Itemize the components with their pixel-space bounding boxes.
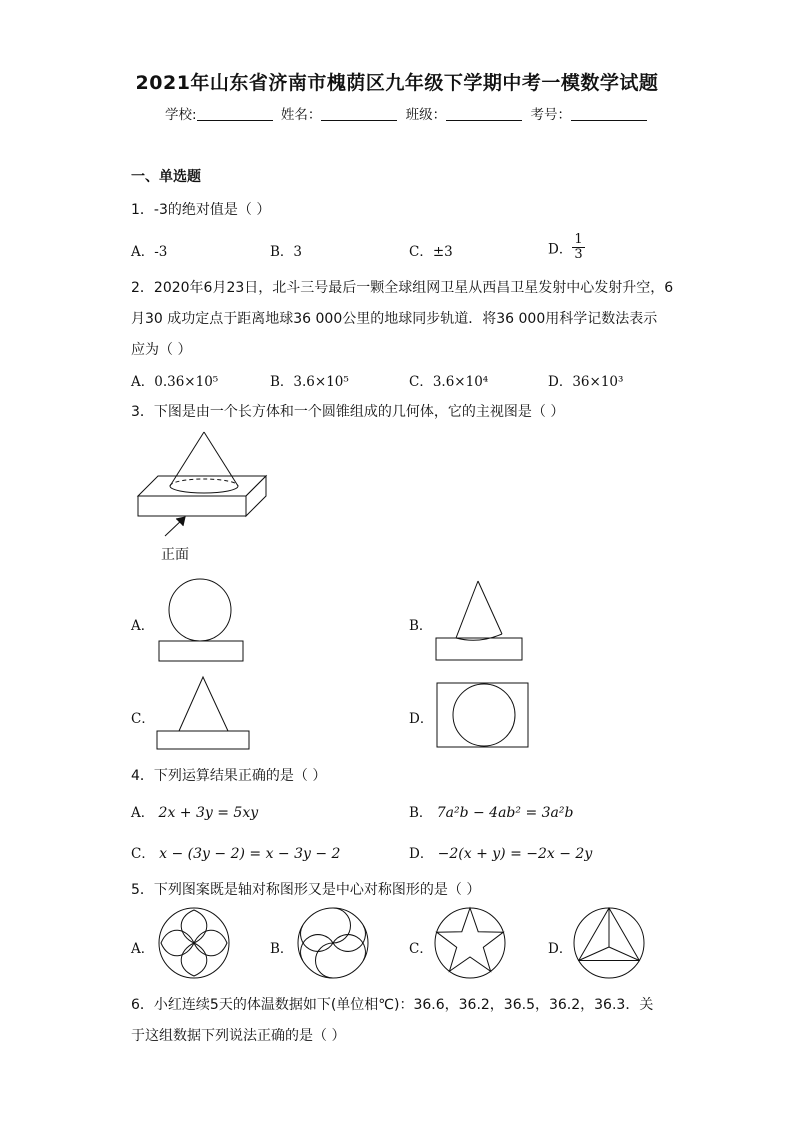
box-cone-solid-figure: [130, 428, 280, 568]
q6-line-2: 于这组数据下列说法正确的是（ ）: [131, 1028, 346, 1044]
fraction: [572, 233, 584, 262]
q3-stem: 3．下图是由一个长方体和一个圆锥组成的几何体，它的主视图是（ ）: [131, 404, 565, 420]
q4-option-b: [409, 801, 573, 821]
q6-line-1: 6．小红连续5天的体温数据如下(单位相℃)：36.6，36.2，36.5，36.2，36.3．关: [131, 997, 654, 1013]
q3-option-a-figure: [158, 578, 246, 664]
q5-option-c: C．: [409, 941, 433, 957]
rectangle-shape: [436, 638, 522, 660]
q2-line-2: 月30 成功定点于距离地球36 000公里的地球同步轨道．将36 000用科学记数法表示: [131, 311, 658, 327]
circle-shape: [435, 908, 505, 978]
q4-option-d-label: D．: [409, 846, 434, 862]
class-blank[interactable]: [446, 108, 522, 121]
triangle-shape: [179, 677, 228, 731]
rectangle-shape: [159, 641, 243, 661]
q1-option-d-label: D．: [548, 241, 573, 258]
q2-line-1: 2．2020年6月23日，北斗三号最后一颗全球组网卫星从西昌卫星发射中心发射升空，6: [131, 280, 674, 296]
school-label: 学校:: [165, 107, 197, 123]
q2-option-d: D．36×10³: [548, 374, 624, 390]
q3-option-c: C．: [131, 711, 155, 727]
q3-option-b-figure: [435, 578, 525, 664]
q5-option-b: B．: [270, 941, 294, 957]
q3-option-d: D．: [409, 711, 434, 727]
q1-option-b: B．3: [270, 244, 303, 260]
q5-option-d-figure: [572, 906, 646, 980]
fraction-numerator: 1: [574, 232, 583, 247]
circle-shape: [453, 684, 515, 746]
q3-option-c-figure: [156, 674, 252, 754]
page-title: 2021年山东省济南市槐荫区九年级下学期中考一模数学试题: [135, 72, 659, 94]
q4-option-c-expr: x − (3y − 2) = x − 3y − 2: [159, 846, 341, 862]
q1-option-d: [548, 233, 585, 262]
q4-option-a-label: A．: [131, 805, 155, 821]
q4-option-a-expr: 2x + 3y = 5xy: [158, 805, 259, 821]
q4-option-b-label: B．: [409, 805, 433, 821]
q2-option-c: C．3.6×10⁴: [409, 374, 489, 390]
number-label: 考号：: [530, 107, 571, 123]
q4-option-c: [131, 842, 340, 862]
name-blank[interactable]: [321, 108, 397, 121]
q2-option-a: A．0.36×10⁵: [131, 374, 219, 390]
name-label: 姓名：: [280, 107, 322, 123]
student-info-line: [165, 103, 651, 123]
rectangle-shape: [157, 731, 249, 749]
number-blank[interactable]: [571, 108, 647, 121]
petal-shape: [181, 943, 207, 976]
q3-option-d-figure: [436, 682, 530, 750]
q4-option-c-label: C．: [131, 846, 155, 862]
q5-option-d: D．: [548, 941, 573, 957]
q1-stem: 1．-3的绝对值是（ ）: [131, 202, 271, 218]
q4-option-d: [409, 842, 592, 862]
q5-option-a: A．: [131, 941, 155, 957]
q4-option-d-expr: −2(x + y) = −2x − 2y: [437, 846, 593, 862]
section-heading: 一、单选题: [131, 169, 201, 185]
front-label: 正面: [161, 547, 189, 563]
q5-option-b-figure: [296, 906, 370, 980]
q5-stem: 5．下列图案既是轴对称图形又是中心对称图形的是（ ）: [131, 882, 481, 898]
q2-line-3: 应为（ ）: [131, 342, 192, 358]
q1-option-a: A．-3: [131, 244, 168, 260]
class-label: 班级：: [405, 107, 447, 123]
fraction-denominator: 3: [574, 247, 583, 262]
petal-shape: [181, 910, 207, 943]
school-blank[interactable]: [197, 108, 273, 121]
q4-option-a: [131, 801, 258, 821]
petal-shape: [161, 930, 194, 956]
petal-shape: [194, 930, 227, 956]
q2-option-b: B．3.6×10⁵: [270, 374, 349, 390]
q4-stem: 4．下列运算结果正确的是（ ）: [131, 768, 327, 784]
circle-shape: [169, 579, 231, 641]
q5-option-c-figure: [433, 906, 507, 980]
q5-option-a-figure: [157, 906, 231, 980]
q4-option-b-expr: 7a²b − 4ab² = 3a²b: [436, 805, 574, 821]
swirl-arc: [301, 926, 366, 961]
q1-option-c: C．±3: [409, 244, 453, 260]
q3-option-a: A．: [131, 618, 155, 634]
q3-option-b: B．: [409, 618, 433, 634]
rectangle-shape: [437, 683, 528, 747]
